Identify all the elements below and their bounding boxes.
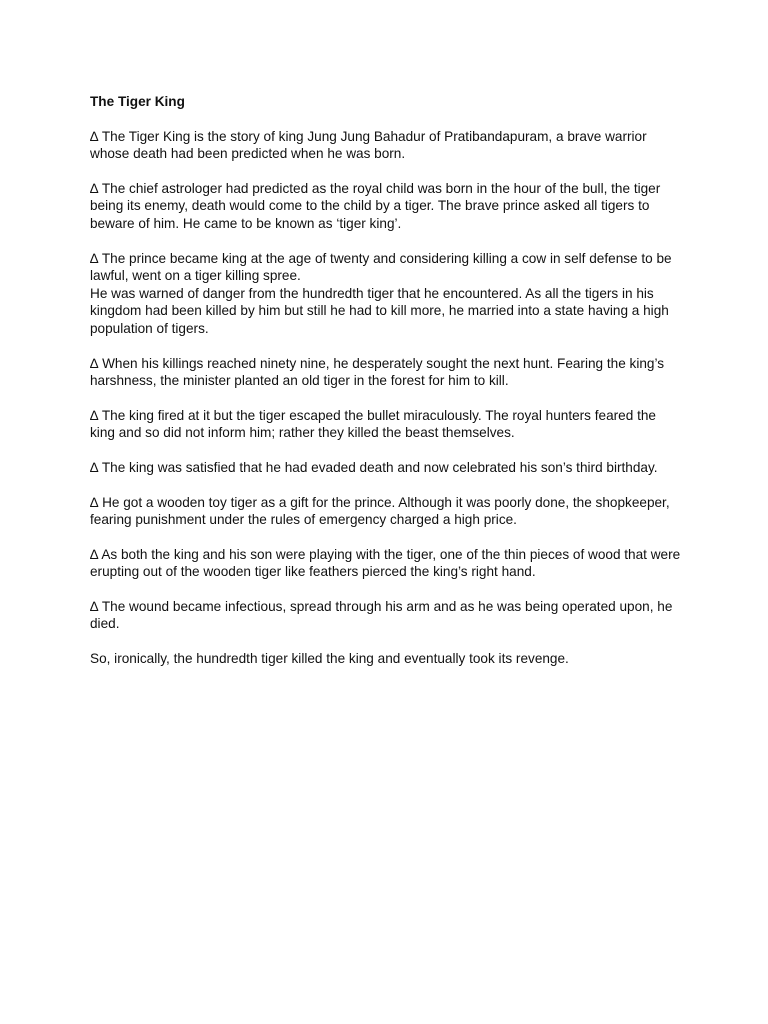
paragraph-9 xyxy=(90,598,682,633)
document-title: The Tiger King xyxy=(90,94,185,109)
paragraph-text: ∆ When his killings reached ninety nine, he desperately sought the next hunt. Fearing the king’s harshness, the minister planted an old tiger in the forest for him to kill. xyxy=(90,355,665,389)
paragraph-text: So, ironically, the hundredth tiger killed the king and eventually took its revenge. xyxy=(90,651,569,667)
paragraph-3 xyxy=(90,250,682,338)
paragraph-7 xyxy=(90,494,682,529)
paragraph-6 xyxy=(90,459,682,477)
paragraph-text: ∆ The Tiger King is the story of king Jung Jung Bahadur of Pratibandapuram, a brave warrior whose death had been predicted when he was born. xyxy=(90,128,647,162)
paragraph-2 xyxy=(90,180,682,233)
paragraph-text: ∆ He got a wooden toy tiger as a gift for the prince. Although it was poorly done, the shopkeeper, fearing punishment under the rules of emergency charged a high price. xyxy=(90,494,670,528)
paragraph-text: He was warned of danger from the hundredth tiger that he encountered. As all the tigers in his kingdom had been killed by him but still he had to kill more, he married into a state having a high population of tigers. xyxy=(90,285,669,336)
paragraph-text: ∆ The king was satisfied that he had evaded death and now celebrated his son’s third birthday. xyxy=(90,459,658,475)
paragraph-10 xyxy=(90,650,682,668)
paragraph-text: ∆ As both the king and his son were playing with the tiger, one of the thin pieces of wood that were erupting out of the wooden tiger like feathers pierced the king’s right hand. xyxy=(90,546,681,580)
paragraph-text: ∆ The chief astrologer had predicted as the royal child was born in the hour of the bull, the tiger being its enemy, death would come to the child by a tiger. The brave prince asked all tigers to beware of him. He came to be known as ‘tiger king’. xyxy=(90,180,661,231)
paragraph-text: ∆ The king fired at it but the tiger escaped the bullet miraculously. The royal hunters feared the king and so did not inform him; rather they killed the beast themselves. xyxy=(90,407,656,441)
paragraph-8 xyxy=(90,546,682,581)
paragraph-text: ∆ The wound became infectious, spread through his arm and as he was being operated upon, he died. xyxy=(90,598,673,632)
document-body xyxy=(90,93,682,685)
paragraph-text: ∆ The prince became king at the age of twenty and considering killing a cow in self defense to be lawful, went on a tiger killing spree. xyxy=(90,250,672,284)
paragraph-1 xyxy=(90,128,682,163)
paragraph-4 xyxy=(90,355,682,390)
paragraph-5 xyxy=(90,407,682,442)
